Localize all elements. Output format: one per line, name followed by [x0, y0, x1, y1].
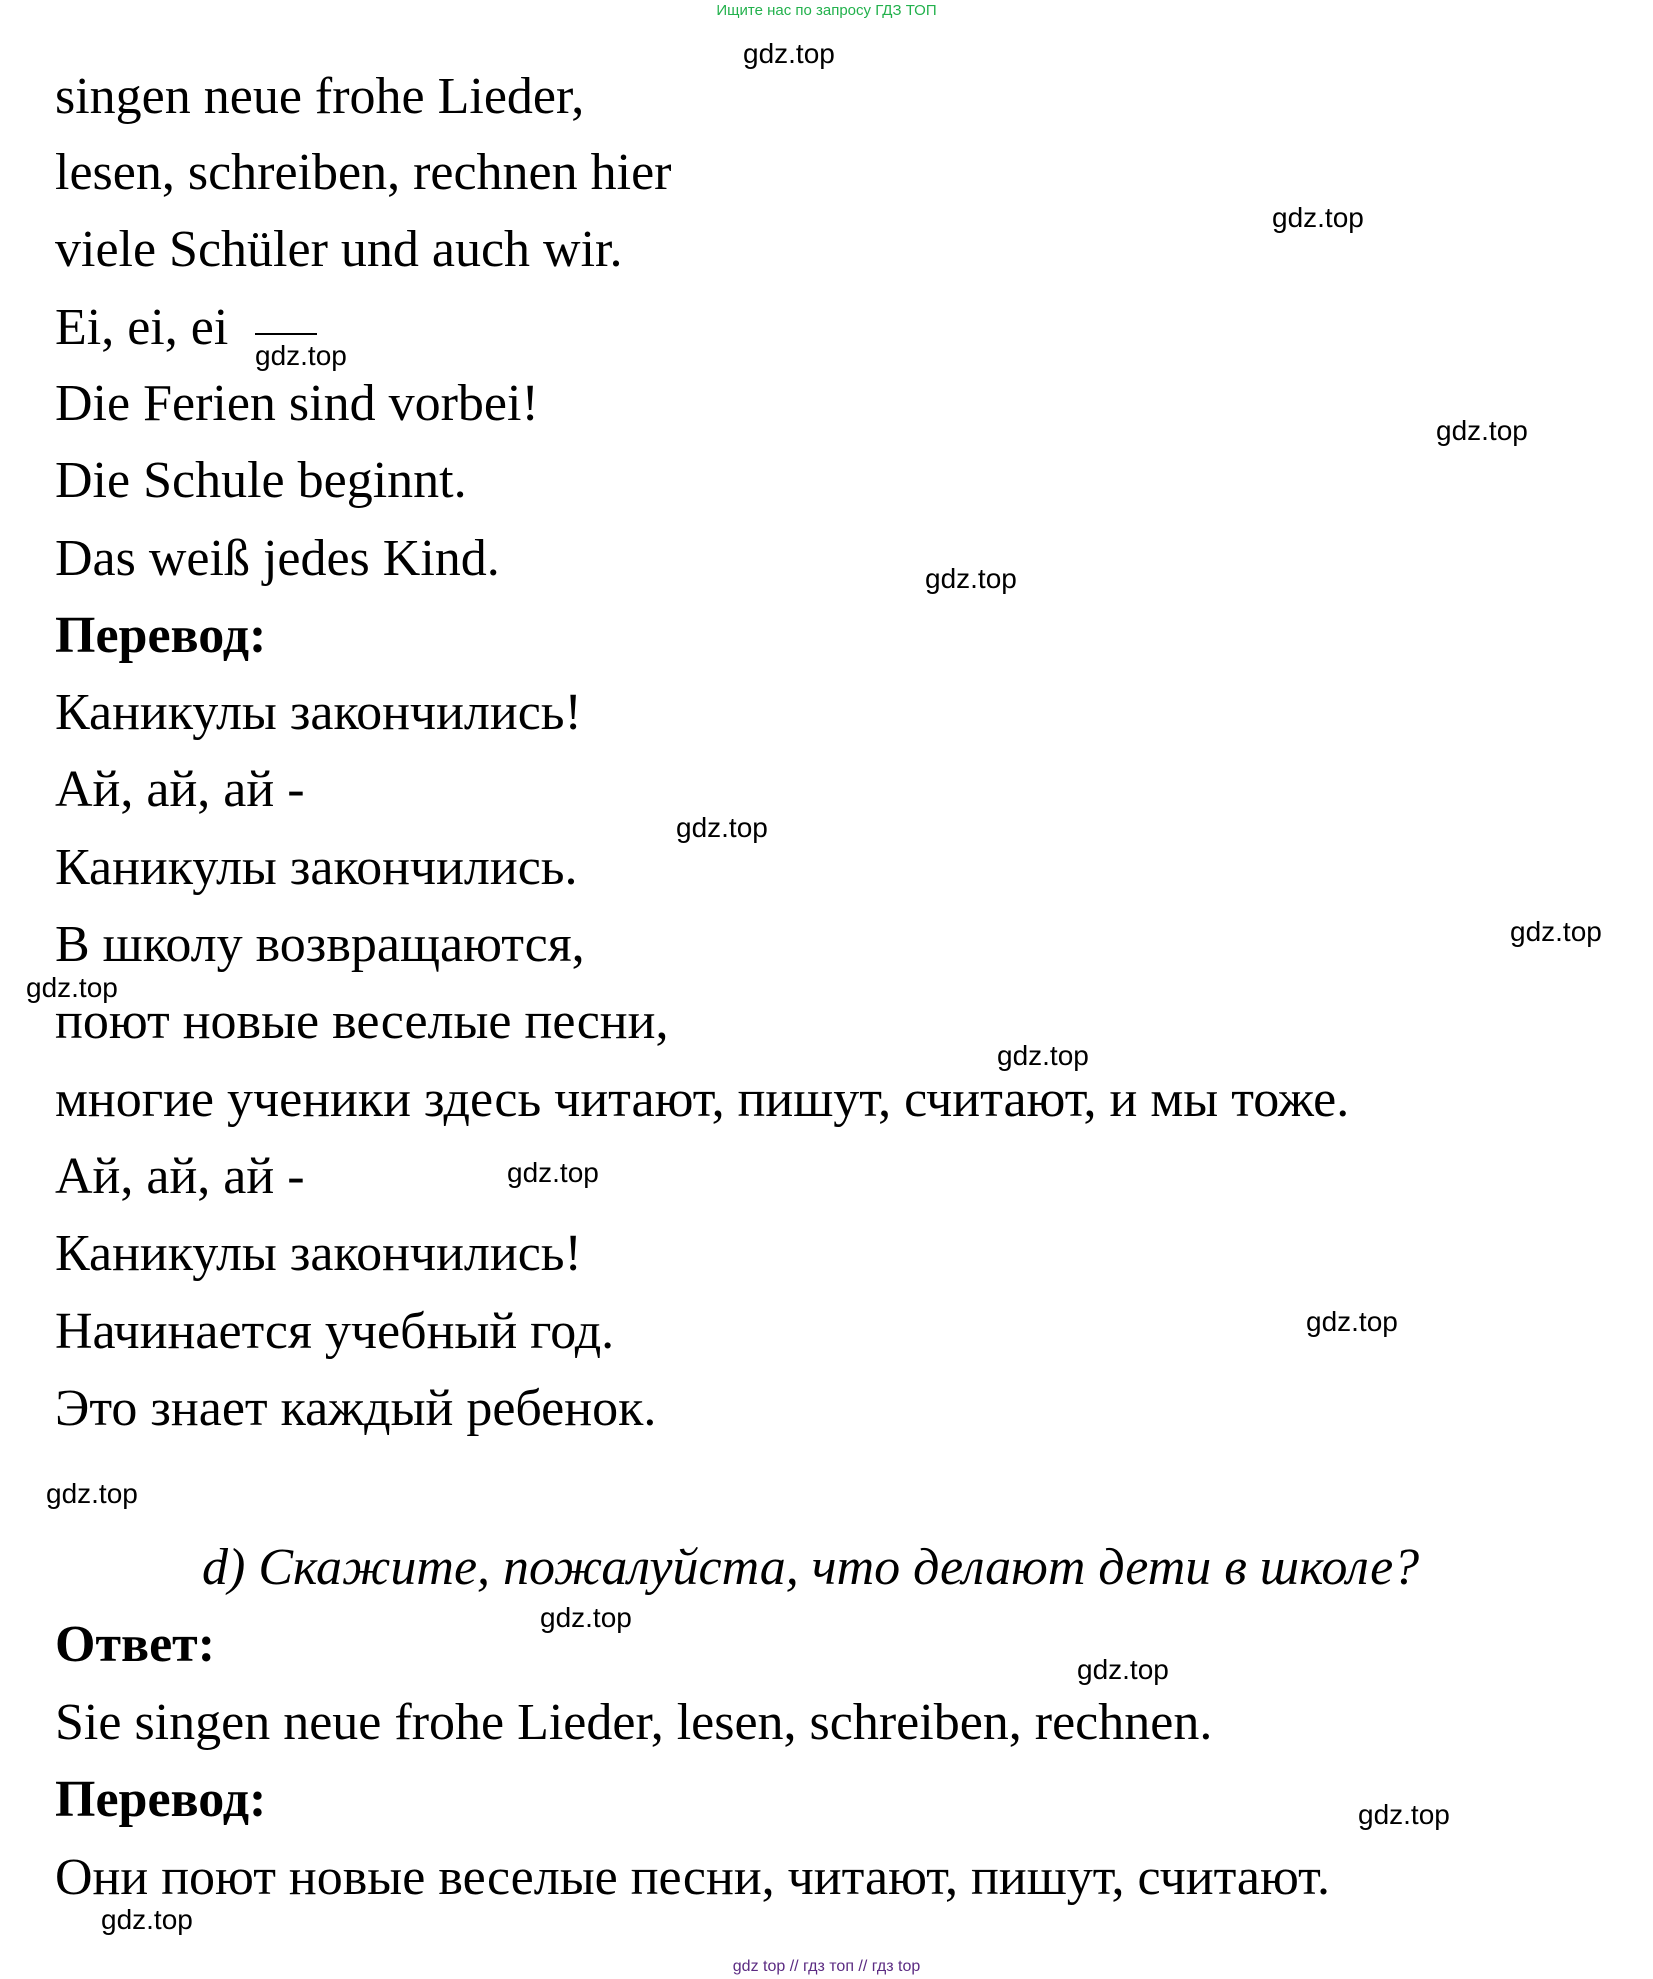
answer-text: Sie singen neue frohe Lieder, lesen, schreiben, rechnen.	[55, 1694, 1213, 1751]
answer-translation: Они поют новые веселые песни, читают, пишут, считают.	[55, 1849, 1330, 1906]
poem-ru-line: Ай, ай, ай -	[55, 761, 305, 818]
watermark: gdz.top	[1306, 1306, 1398, 1337]
watermark: gdz.top	[997, 1040, 1089, 1071]
watermark: gdz.top	[46, 1478, 138, 1509]
search-hint-banner[interactable]: Ищите нас по запросу ГДЗ ТОП	[716, 2, 937, 19]
watermark: gdz.top	[540, 1602, 632, 1633]
watermark: gdz.top	[1358, 1799, 1450, 1830]
watermark: gdz.top	[101, 1904, 193, 1935]
poem-ru-line: Каникулы закончились!	[55, 1225, 582, 1282]
poem-ru-line: Это знает каждый ребенок.	[55, 1380, 657, 1437]
poem-de-line: Das weiß jedes Kind.	[55, 530, 500, 587]
dash-line	[255, 333, 317, 335]
translation-heading: Перевод:	[55, 1771, 267, 1828]
translation-heading: Перевод:	[55, 607, 267, 664]
poem-ru-line: поют новые веселые песни,	[55, 993, 669, 1050]
watermark: gdz.top	[1436, 415, 1528, 446]
watermark: gdz.top	[925, 563, 1017, 594]
poem-de-line: Die Schule beginnt.	[55, 452, 467, 509]
answer-heading: Ответ:	[55, 1616, 216, 1673]
poem-de-line: Die Ferien sind vorbei!	[55, 375, 539, 432]
watermark: gdz.top	[507, 1157, 599, 1188]
poem-de-line: viele Schüler und auch wir.	[55, 221, 623, 278]
question-text: d) Скажите, пожалуйста, что делают дети в школе?	[202, 1539, 1420, 1596]
watermark: gdz.top	[255, 340, 347, 371]
poem-de-line: Ei, ei, ei	[55, 299, 229, 356]
watermark: gdz.top	[743, 38, 835, 69]
footer-links[interactable]: gdz top // гдз топ // гдз top	[732, 1958, 921, 1975]
poem-ru-line: многие ученики здесь читают, пишут, считают, и мы тоже.	[55, 1071, 1350, 1128]
watermark: gdz.top	[676, 812, 768, 843]
watermark: gdz.top	[1272, 202, 1364, 233]
poem-de-line: lesen, schreiben, rechnen hier	[55, 144, 672, 201]
poem-ru-line: Начинается учебный год.	[55, 1303, 615, 1360]
watermark: gdz.top	[1077, 1654, 1169, 1685]
poem-ru-line: Каникулы закончились!	[55, 684, 582, 741]
watermark: gdz.top	[26, 972, 118, 1003]
poem-ru-line: В школу возвращаются,	[55, 916, 585, 973]
poem-ru-line: Ай, ай, ай -	[55, 1148, 305, 1205]
watermark: gdz.top	[1510, 916, 1602, 947]
poem-ru-line: Каникулы закончились.	[55, 839, 578, 896]
poem-de-line: singen neue frohe Lieder,	[55, 68, 585, 125]
